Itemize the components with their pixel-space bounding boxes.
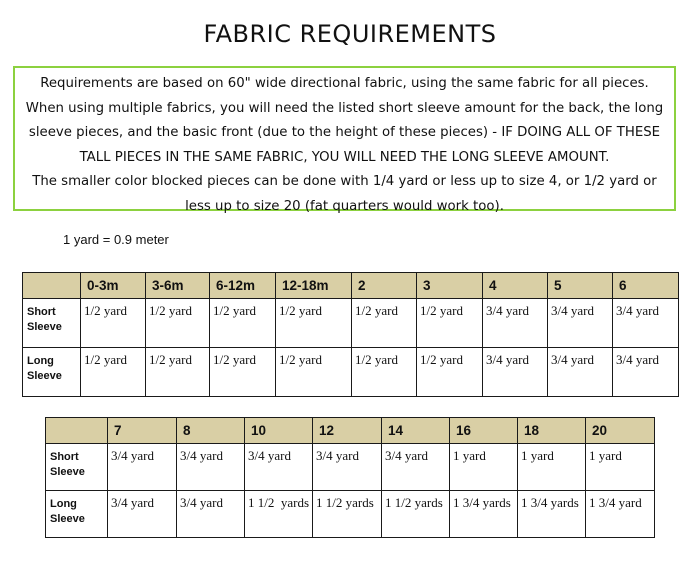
table-cell: 3/4 yard (613, 348, 679, 397)
table-cell: 1/2 yard (276, 299, 352, 348)
size-header: 14 (382, 418, 450, 444)
table-cell: 3/4 yard (483, 299, 548, 348)
corner-cell (46, 418, 108, 444)
requirements-table-small-sizes (22, 272, 679, 397)
table-cell: 1/2 yard (81, 348, 146, 397)
table-cell: 1 yard (450, 444, 518, 491)
unit-conversion: 1 yard = 0.9 meter (63, 232, 169, 247)
note-line: When using multiple fabrics, you will need the listed short sleeve amount for the back, the long (25, 100, 664, 116)
table-cell: 1/2 yard (81, 299, 146, 348)
requirements-note (13, 66, 676, 214)
note-line: less up to size 20 (fat quarters would work too). (185, 198, 504, 214)
table-cell: 1 3/4 yard (586, 491, 655, 538)
size-header: 16 (450, 418, 518, 444)
table-cell: 3/4 yard (177, 491, 245, 538)
table-cell: 3/4 yard (483, 348, 548, 397)
note-line: The smaller color blocked pieces can be done with 1/4 yard or less up to size 4, or 1/2 yard or (32, 174, 657, 189)
table-cell: 3/4 yard (548, 299, 613, 348)
size-header: 18 (518, 418, 586, 444)
table-row-long-sleeve (23, 348, 679, 397)
table-cell: 1 yard (518, 444, 586, 491)
requirements-table-large-sizes (45, 417, 655, 538)
size-header: 6 (613, 273, 679, 299)
table-cell: 1/2 yard (210, 348, 276, 397)
table-cell: 1/2 yard (146, 348, 210, 397)
table-cell: 1/2 yard (146, 299, 210, 348)
table-cell: 1 1/2 yards (245, 491, 313, 538)
table-cell: 1/2 yard (352, 299, 417, 348)
table-cell: 3/4 yard (245, 444, 313, 491)
table-row-short-sleeve (46, 444, 655, 491)
row-label: Short Sleeve (23, 299, 81, 348)
row-label: Long Sleeve (23, 348, 81, 397)
table-cell: 3/4 yard (382, 444, 450, 491)
size-header: 4 (483, 273, 548, 299)
note-line: sleeve pieces, and the basic front (due to the height of these pieces) - IF DOING ALL OF THESE (28, 125, 661, 140)
size-header: 0-3m (81, 273, 146, 299)
table-cell: 1 3/4 yards (450, 491, 518, 538)
row-label: Short Sleeve (46, 444, 108, 491)
table-cell: 3/4 yard (108, 444, 177, 491)
corner-cell (23, 273, 81, 299)
size-header: 5 (548, 273, 613, 299)
table-cell: 3/4 yard (177, 444, 245, 491)
table-cell: 1 1/2 yards (313, 491, 382, 538)
size-header: 2 (352, 273, 417, 299)
table-cell: 1/2 yard (417, 348, 483, 397)
size-header: 3 (417, 273, 483, 299)
table-cell: 1 3/4 yards (518, 491, 586, 538)
table-cell: 3/4 yard (613, 299, 679, 348)
table-cell: 3/4 yard (108, 491, 177, 538)
size-header: 3-6m (146, 273, 210, 299)
table-cell: 1/2 yard (210, 299, 276, 348)
size-header: 12 (313, 418, 382, 444)
table-cell: 3/4 yard (548, 348, 613, 397)
table-cell: 1/2 yard (352, 348, 417, 397)
note-line: TALL PIECES IN THE SAME FABRIC, YOU WILL NEED THE LONG SLEEVE AMOUNT. (79, 149, 610, 165)
table-row-short-sleeve (23, 299, 679, 348)
size-header: 8 (177, 418, 245, 444)
size-header: 7 (108, 418, 177, 444)
row-label: Long Sleeve (46, 491, 108, 538)
table-cell: 3/4 yard (313, 444, 382, 491)
table-cell: 1/2 yard (417, 299, 483, 348)
table-cell: 1 yard (586, 444, 655, 491)
page-title: FABRIC REQUIREMENTS (203, 20, 497, 48)
size-header: 10 (245, 418, 313, 444)
table-cell: 1 1/2 yards (382, 491, 450, 538)
table-row-long-sleeve (46, 491, 655, 538)
size-header: 12-18m (276, 273, 352, 299)
size-header: 20 (586, 418, 655, 444)
size-header: 6-12m (210, 273, 276, 299)
note-line: Requirements are based on 60" wide directional fabric, using the same fabric for all pieces. (40, 76, 649, 91)
table-cell: 1/2 yard (276, 348, 352, 397)
